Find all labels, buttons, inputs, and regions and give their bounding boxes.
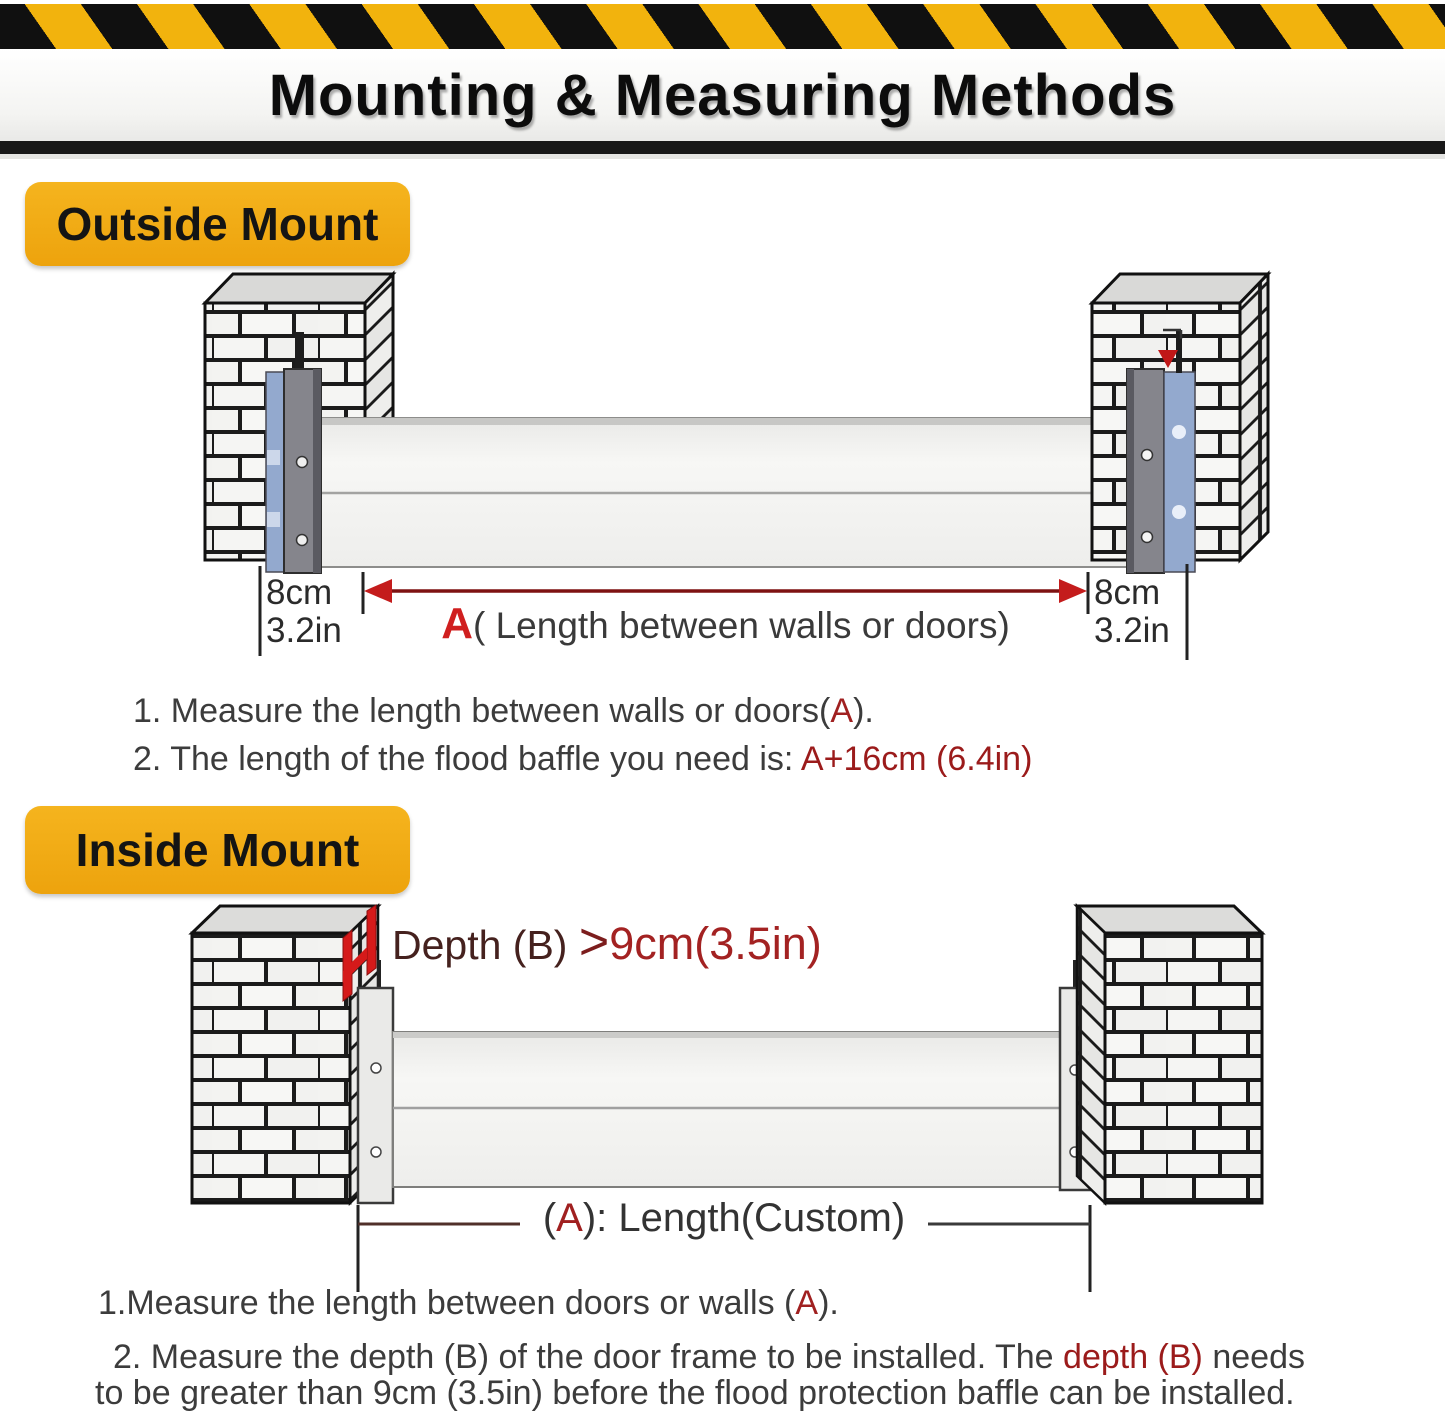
dimension-cm: 8cm bbox=[1094, 573, 1161, 612]
screw-hole bbox=[1142, 450, 1153, 461]
inside-left-channel bbox=[358, 960, 393, 1203]
dimension-in: 3.2in bbox=[1094, 611, 1170, 650]
inside-step-2-line-2: to be greater than 9cm (3.5in) before the flood protection baffle can be installed. bbox=[95, 1374, 1295, 1412]
right-overlap-dimension bbox=[1094, 574, 1170, 650]
dimension-in: 3.2in bbox=[266, 611, 342, 650]
inside-mount-badge: Inside Mount bbox=[25, 806, 410, 894]
screw-hole bbox=[297, 535, 308, 546]
inside-flood-barrier bbox=[393, 1032, 1060, 1187]
screw-hole bbox=[297, 457, 308, 468]
outside-step-1: 1. Measure the length between walls or doors(A). bbox=[133, 692, 874, 730]
dimension-cm: 8cm bbox=[266, 573, 333, 612]
inside-step-2-line-1: 2. Measure the depth (B) of the door frame to be installed. The depth (B) needs bbox=[113, 1338, 1305, 1376]
span-length-label: A( Length between walls or doors) bbox=[441, 599, 1010, 648]
custom-length-label: (A): Length(Custom) bbox=[542, 1196, 906, 1240]
outside-step-2: 2. The length of the flood baffle you need is: A+16cm (6.4in) bbox=[133, 740, 1033, 778]
inside-step-1: 1.Measure the length between doors or walls (A). bbox=[98, 1284, 839, 1322]
screw-hole bbox=[1142, 532, 1153, 543]
length-variable-a: A bbox=[556, 1196, 583, 1240]
page-title: Mounting & Measuring Methods bbox=[268, 62, 1177, 128]
seal-strip bbox=[266, 372, 284, 572]
length-variable-a: A bbox=[441, 599, 473, 648]
caution-stripe-band bbox=[0, 4, 1445, 49]
left-overlap-dimension bbox=[266, 574, 342, 650]
outside-mount-badge: Outside Mount bbox=[25, 182, 410, 266]
screw-hole bbox=[371, 1147, 381, 1157]
header-divider-shadow bbox=[0, 154, 1445, 159]
seal-strip bbox=[1164, 372, 1195, 572]
anchor-pin bbox=[377, 960, 381, 988]
inside-right-pillar bbox=[1077, 906, 1262, 1203]
outside-flood-barrier bbox=[321, 418, 1131, 567]
screw-hole bbox=[371, 1063, 381, 1073]
header-divider-bar bbox=[0, 141, 1445, 154]
title-band bbox=[0, 49, 1445, 141]
depth-requirement-label: Depth (B) >9cm(3.5in) bbox=[392, 913, 822, 971]
